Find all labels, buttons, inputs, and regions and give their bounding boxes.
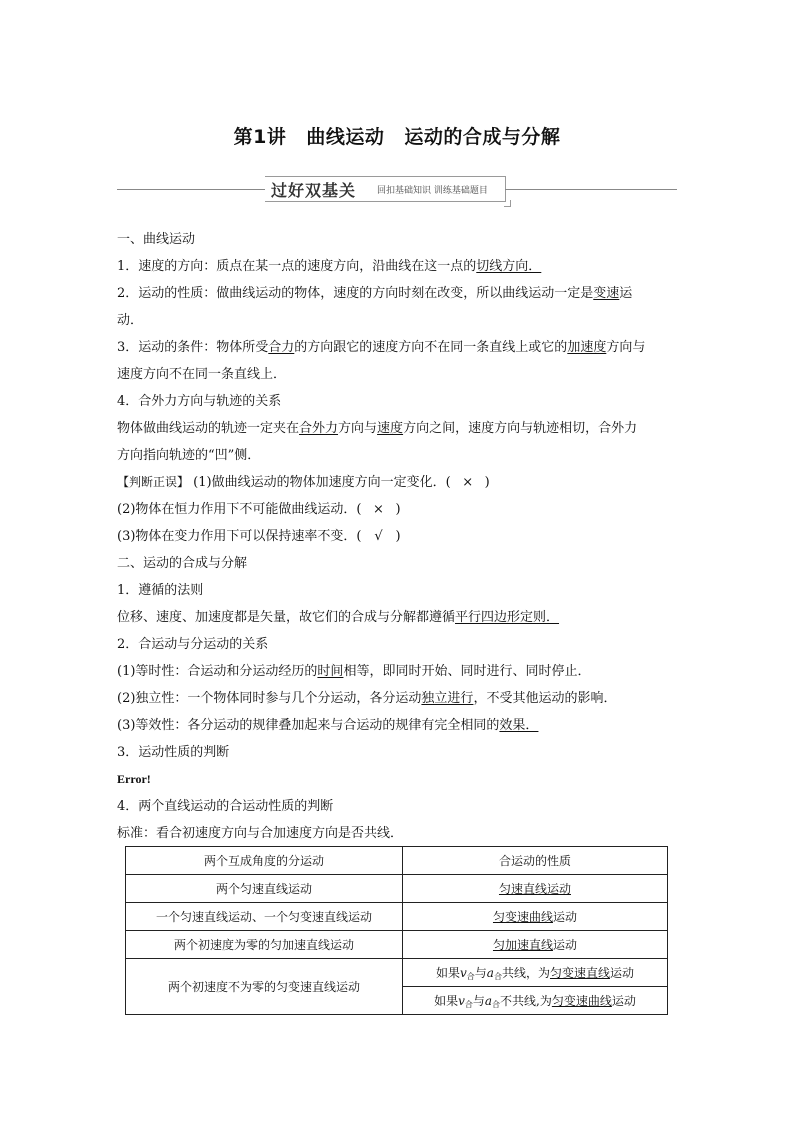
banner-rule-right <box>505 189 677 190</box>
paragraph: 3．运动的条件：物体所受合力的方向跟它的速度方向不在同一条直线上或它的加速度方向与 <box>117 340 646 355</box>
paragraph: 2．运动的性质：做曲线运动的物体，速度的方向时刻在改变，所以曲线运动一定是变速运 <box>117 286 633 301</box>
answer-blank: 变速 <box>593 286 620 301</box>
subheading: 4．合外力方向与轨迹的关系 <box>117 394 282 409</box>
paragraph-continued: 方向指向轨迹的“凹”侧． <box>117 448 261 463</box>
banner-rule-left <box>117 189 265 190</box>
error-text: Error! <box>117 772 151 786</box>
cross-mark: × <box>462 475 474 490</box>
title-topic-2: 运动的合成与分解 <box>404 126 561 148</box>
table-cell: 匀变速曲线运动 <box>402 903 667 931</box>
table-cell: 匀加速直线运动 <box>402 931 667 959</box>
table-cell: 如果$v_合$与$a_合$不共线,为匀变速曲线运动 <box>402 987 667 1015</box>
section-heading: 一、曲线运动 <box>117 232 196 247</box>
answer-blank: 独立进行 <box>421 691 474 706</box>
banner-corner <box>504 200 511 207</box>
section-heading: 二、运动的合成与分解 <box>117 556 248 571</box>
table-cell: 如果$v_合$与$a_合$共线，为匀变速直线运动 <box>402 959 667 987</box>
table-cell: 一个匀速直线运动、一个匀变速直线运动 <box>126 903 403 931</box>
answer-blank: 加速度 <box>567 340 607 355</box>
paragraph: (1)等时性：合运动和分运动经历的时间相等，即同时开始、同时进行、同时停止． <box>117 664 591 679</box>
paragraph: (2)独立性：一个物体同时参与几个分运动，各分运动独立进行，不受其他运动的影响． <box>117 691 617 706</box>
section-banner <box>117 176 677 206</box>
answer-blank: 时间 <box>317 664 344 679</box>
table-row <box>126 931 668 959</box>
paragraph: (3)等效性：各分运动的规律叠加起来与合运动的规律有完全相同的效果． <box>117 718 539 733</box>
subheading: 2．合运动与分运动的关系 <box>117 637 269 652</box>
subheading: 3．运动性质的判断 <box>117 745 230 760</box>
judgement-item: (2)物体在恒力作用下不可能做曲线运动．( × ) <box>117 496 679 523</box>
paragraph: 1．速度的方向：质点在某一点的速度方向，沿曲线在这一点的切线方向． <box>117 259 542 274</box>
table-cell: 匀速直线运动 <box>402 875 667 903</box>
paragraph: 位移、速度、加速度都是矢量，故它们的合成与分解都遵循平行四边形定则． <box>117 610 560 625</box>
main-content <box>117 226 679 847</box>
table-row <box>126 903 668 931</box>
table-header-cell: 两个互成角度的分运动 <box>126 847 403 875</box>
paragraph-continued: 动． <box>117 313 144 328</box>
check-mark: √ <box>374 529 383 544</box>
motion-table <box>125 846 668 1015</box>
paragraph: 标准：看合初速度方向与合加速度方向是否共线． <box>117 826 404 841</box>
judgement-item: 【判断正误】 (1)做曲线运动的物体加速度方向一定变化．( × ) <box>117 469 679 496</box>
page-title <box>0 122 794 149</box>
cross-mark: × <box>373 502 384 517</box>
answer-blank: 速度 <box>377 421 404 436</box>
table-header-row <box>126 847 668 875</box>
answer-blank: 平行四边形定则． <box>455 610 560 625</box>
table-cell: 两个匀速直线运动 <box>126 875 403 903</box>
table-row <box>126 875 668 903</box>
subheading: 4．两个直线运动的合运动性质的判断 <box>117 799 334 814</box>
table-cell: 两个初速度不为零的匀变速直线运动 <box>126 959 403 1015</box>
subheading: 1．遵循的法则 <box>117 583 204 598</box>
banner-title: 过好双基关 <box>271 181 357 200</box>
lecture-number: 第1讲 <box>233 126 287 148</box>
answer-blank: 合外力 <box>299 421 339 436</box>
answer-blank: 切线方向． <box>476 259 542 274</box>
banner-subtitle: 回扣基础知识 训练基础题目 <box>377 186 488 196</box>
paragraph: 物体做曲线运动的轨迹一定夹在合外力方向与速度方向之间，速度方向与轨迹相切，合外力 <box>117 421 638 436</box>
answer-blank: 效果． <box>499 718 539 733</box>
judgement-item: (3)物体在变力作用下可以保持速率不变．( √ ) <box>117 523 679 550</box>
answer-blank: 合力 <box>268 340 295 355</box>
table-row <box>126 959 668 987</box>
paragraph-continued: 速度方向不在同一条直线上． <box>117 367 287 382</box>
title-topic-1: 曲线运动 <box>306 126 385 148</box>
judgement-label: 【判断正误】 <box>117 475 190 489</box>
table-header-cell: 合运动的性质 <box>402 847 667 875</box>
banner-badge <box>265 176 506 202</box>
table-cell: 两个初速度为零的匀加速直线运动 <box>126 931 403 959</box>
